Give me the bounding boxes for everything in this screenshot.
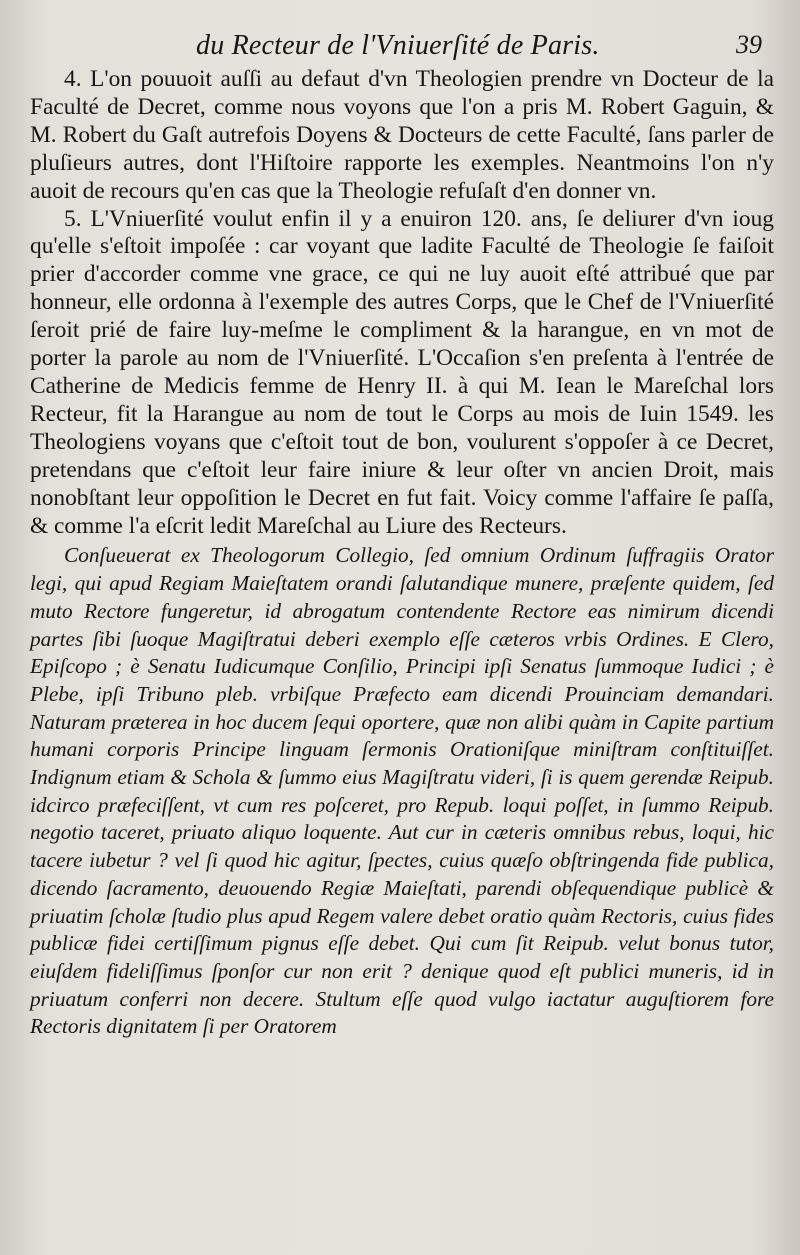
page-number: 39 — [736, 30, 762, 59]
body-text — [30, 66, 774, 1041]
paragraph-5: 5. L'Vniuerſité voulut enfin il y a enuiron 120. ans, ſe deliurer d'vn ioug qu'elle s'eſtoit impoſée : car voyant que ladite Faculté de Theologie ſe faiſoit prier d'accorder comme vne grace, ce qui ne luy auoit eſté attribué que par honneur, elle ordonna à l'exemple des autres Corps, que le Chef de l'Vniuerſité ſeroit prié de faire luy-meſme le compliment & la harangue, en vn mot de porter la parole au nom de l'Vniuerſité. L'Occaſion s'en preſenta à l'entrée de Catherine de Medicis femme de Henry II. à qui M. Iean le Mareſchal lors Recteur, fit la Harangue au nom de tout le Corps au mois de Iuin 1549. les Theologiens voyans que c'eſtoit tout de bon, voulurent s'oppoſer à ce Decret, pretendans que c'eſtoit leur faire iniure & leur oſter vn ancien Droit, mais nonobſtant leur oppoſition le Decret en fut fait. Voicy comme l'affaire ſe paſſa, & comme l'a eſcrit ledit Mareſchal au Liure des Recteurs. — [30, 205, 774, 539]
latin-quote: Conſueuerat ex Theologorum Collegio, ſed omnium Ordinum ſuffragiis Orator legi, qui apud Regiam Maieſtatem orandi ſalutandique munere, præſente quidem, ſed muto Rectore fungeretur, id abrogatum contendente Rectore eas nimirum dicendi partes ſibi ſuoque Magiſtratui deberi exemplo eſſe cæteros vrbis Ordines. E Clero, Epiſcopo ; è Senatu Iudicumque Conſilio, Principi ipſi Senatus ſummoque Iudici ; è Plebe, ipſi Tribuno pleb. vrbiſque Præfecto eam dicendi Prouinciam demandari. Naturam præterea in hoc ducem ſequi oportere, quæ non alibi quàm in Capite partium humani corporis Principe linguam ſermonis Orationiſque miniſtram conſtituiſſet. Indignum etiam & Schola & ſummo eius Magiſtratu videri, ſi is quem gerendæ Reipub. idcirco præfeciſſent, vt cum res poſceret, pro Repub. loqui poſſet, in ſummo Reipub. negotio taceret, priuato aliquo loquente. Aut cur in cæteris omnibus rebus, loqui, hic tacere iubetur ? vel ſi quod hic agitur, ſpectes, cuius quæſo obſtringenda fide publica, dicendo ſacramento, deuouendo Regiæ Maieſtati, parendi obſequendique publicè & priuatim ſcholæ ſtudio plus apud Regem valere debet oratio quàm Rectoris, cuius fides publicæ fidei certiſſimum pignus eſſe debet. Qui cum ſit Reipub. velut bonus tutor, eiuſdem fideliſſimus ſponſor cur non erit ? denique quod eſt publici muneris, id in priuatum conferri non decere. Stultum eſſe quod vulgo iactatur auguſtiorem fore Rectoris dignitatem ſi per Oratorem — [30, 543, 774, 1039]
paragraph-4: 4. L'on pouuoit auſſi au defaut d'vn Theologien prendre vn Docteur de la Faculté de Decret, comme nous voyons que l'on a pris M. Robert Gaguin, & M. Robert du Gaſt autrefois Doyens & Docteurs de cette Faculté, ſans parler de pluſieurs autres, dont l'Hiſtoire rapporte les exemples. Neantmoins l'on n'y auoit de recours qu'en cas que la Theologie refuſaſt d'en donner vn. — [30, 66, 774, 204]
running-head — [0, 28, 800, 68]
running-title: du Recteur de l'Vniuerſité de Paris. — [196, 30, 600, 61]
